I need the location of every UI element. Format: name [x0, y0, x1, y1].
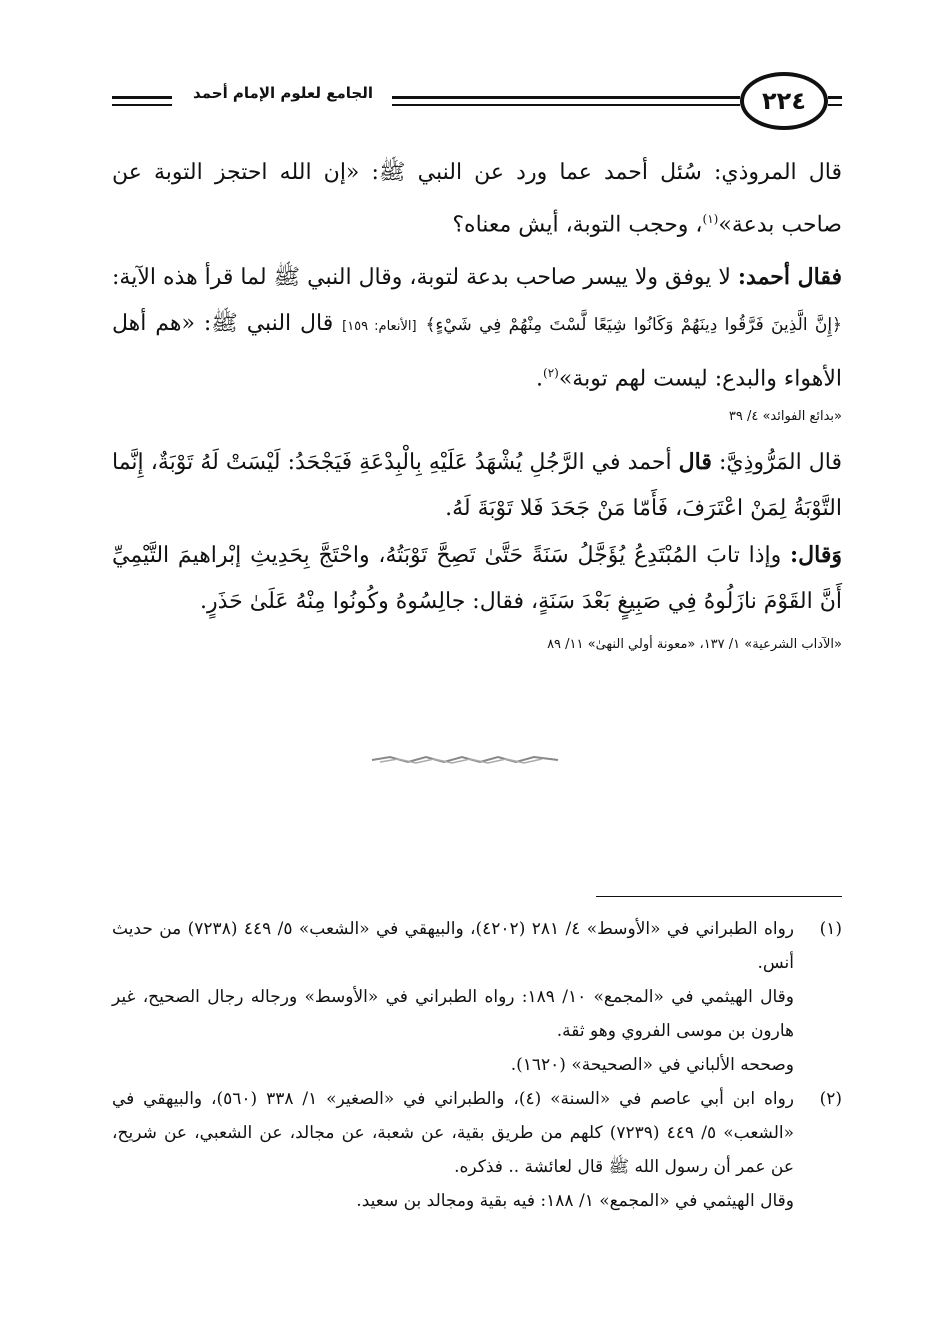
- paragraph-4-label: وَقال:: [790, 541, 842, 568]
- header-rule-right: [828, 96, 842, 106]
- footnote-line: رواه الطبراني في «الأوسط» ٤/ ٢٨١ (٤٢٠٢)، والبيهقي في «الشعب» ٥/ ٤٤٩ (٧٢٣٨) من حديث أنس.: [112, 919, 794, 973]
- footnote-2: [112, 1082, 842, 1218]
- footnote-body: [112, 912, 794, 1082]
- paragraph-1-text: قال المروذي: سُئل أحمد عما ورد عن النبي ﷺ: «إن الله احتجز التوبة عن صاحب بدعة»: [112, 160, 842, 238]
- paragraph-4-text: وإذا تابَ المُبْتَدِعُ يُؤَجَّلُ سَنَةً حَتَّىٰ تَصِحَّ تَوْبَتُهُ، واحْتَجَّ بِحَدِيثِ إبْراهيمَ التَّيْمِيِّ أَنَّ القَوْمَ نازَلُوهُ فِي صَبِيغٍ بَعْدَ سَنَةٍ، فقال: جالِسُوهُ وكُونُوا مِنْهُ عَلَىٰ حَذَرٍ.: [112, 542, 842, 614]
- header-rule-middle: [392, 96, 740, 106]
- paragraph-2: [112, 254, 842, 402]
- footnote-line: وقال الهيثمي في «المجمع» ١/ ١٨٨: فيه بقية ومجالد بن سعيد.: [356, 1191, 794, 1211]
- footnote-separator: [596, 896, 842, 897]
- main-text: [112, 150, 842, 667]
- running-title: الجامع لعلوم الإمام أحمد: [193, 84, 373, 102]
- footnote-ref-2: (٢): [543, 366, 559, 381]
- paragraph-4: [112, 532, 842, 625]
- paragraph-3-text: أحمد في الرَّجُلِ يُشْهَدُ عَلَيْهِ بِالْبِدْعَةِ فَيَجْحَدُ: لَيْسَتْ لَهُ تَوْبَةٌ، إِنَّما التَّوْبَةُ لِمَنْ اعْتَرَفَ، فَأَمّا مَنْ جَحَدَ فَلا تَوْبَةَ لَهُ.: [112, 449, 842, 521]
- footnote-ref-1: (١): [702, 212, 719, 226]
- footnote-line: وقال الهيثمي في «المجمع» ١٠/ ١٨٩: رواه الطبراني في «الأوسط» ورجاله رجال الصحيح، غير هارون بن موسى الفروي وهو ثقة.: [112, 987, 794, 1041]
- footnote-line: وصححه الألباني في «الصحيحة» (١٦٢٠).: [510, 1055, 794, 1075]
- header-rule-left: [112, 96, 172, 106]
- paragraph-3-label: قال: [678, 448, 712, 475]
- page-header: [112, 72, 842, 132]
- section-divider-ornament: [370, 754, 560, 766]
- footnote-number: (٢): [819, 1089, 842, 1109]
- source-citation-1: «بدائع الفوائد» ٤/ ٣٩: [728, 408, 842, 424]
- footnote-1: [112, 912, 842, 1082]
- footnote-line: رواه ابن أبي عاصم في «السنة» (٤)، والطبراني في «الصغير» ١/ ٣٣٨ (٥٦٠)، والبيهقي في «الشعب» ٥/ ٤٤٩ (٧٢٣٩) كلهم من طريق بقية، عن شعبة، عن مجالد، عن الشعبي، عن شريح، عن عمر أن رسول الله ﷺ قال لعائشة .. فذكره.: [112, 1089, 795, 1177]
- paragraph-3: [112, 439, 842, 532]
- paragraph-1: [112, 150, 842, 248]
- paragraph-2-text: لا يوفق ولا ييسر صاحب بدعة لتوبة، وقال النبي ﷺ لما قرأ هذه الآية:: [112, 265, 738, 291]
- footnote-body: [112, 1082, 794, 1218]
- verse-reference: [الأنعام: ١٥٩]: [342, 319, 417, 335]
- quran-verse: ﴿إِنَّ الَّذِينَ فَرَّقُوا دِينَهُمْ وَكَانُوا شِيَعًا لَّسْتَ مِنْهُمْ فِي شَيْءٍ﴾: [425, 315, 843, 336]
- footnotes: [112, 912, 842, 1218]
- speaker-label: فقال أحمد:: [737, 264, 843, 291]
- paragraph-3-intro: قال المَرُّوذِيَّ:: [711, 449, 842, 475]
- footnote-number: (١): [819, 919, 842, 939]
- paragraph-1-text-end: ، وحجب التوبة، أيش معناه؟: [452, 212, 703, 238]
- page-number: ٢٢٤: [740, 72, 828, 130]
- paragraph-2-period: .: [536, 366, 544, 392]
- paragraph-2-text-end: قال النبي ﷺ: «هم أهل الأهواء والبدع: ليست لهم توبة»: [112, 311, 842, 392]
- source-citation-2: «الآداب الشرعية» ١/ ١٣٧، «معونة أولي النهىٰ» ١١/ ٨٩: [547, 636, 842, 652]
